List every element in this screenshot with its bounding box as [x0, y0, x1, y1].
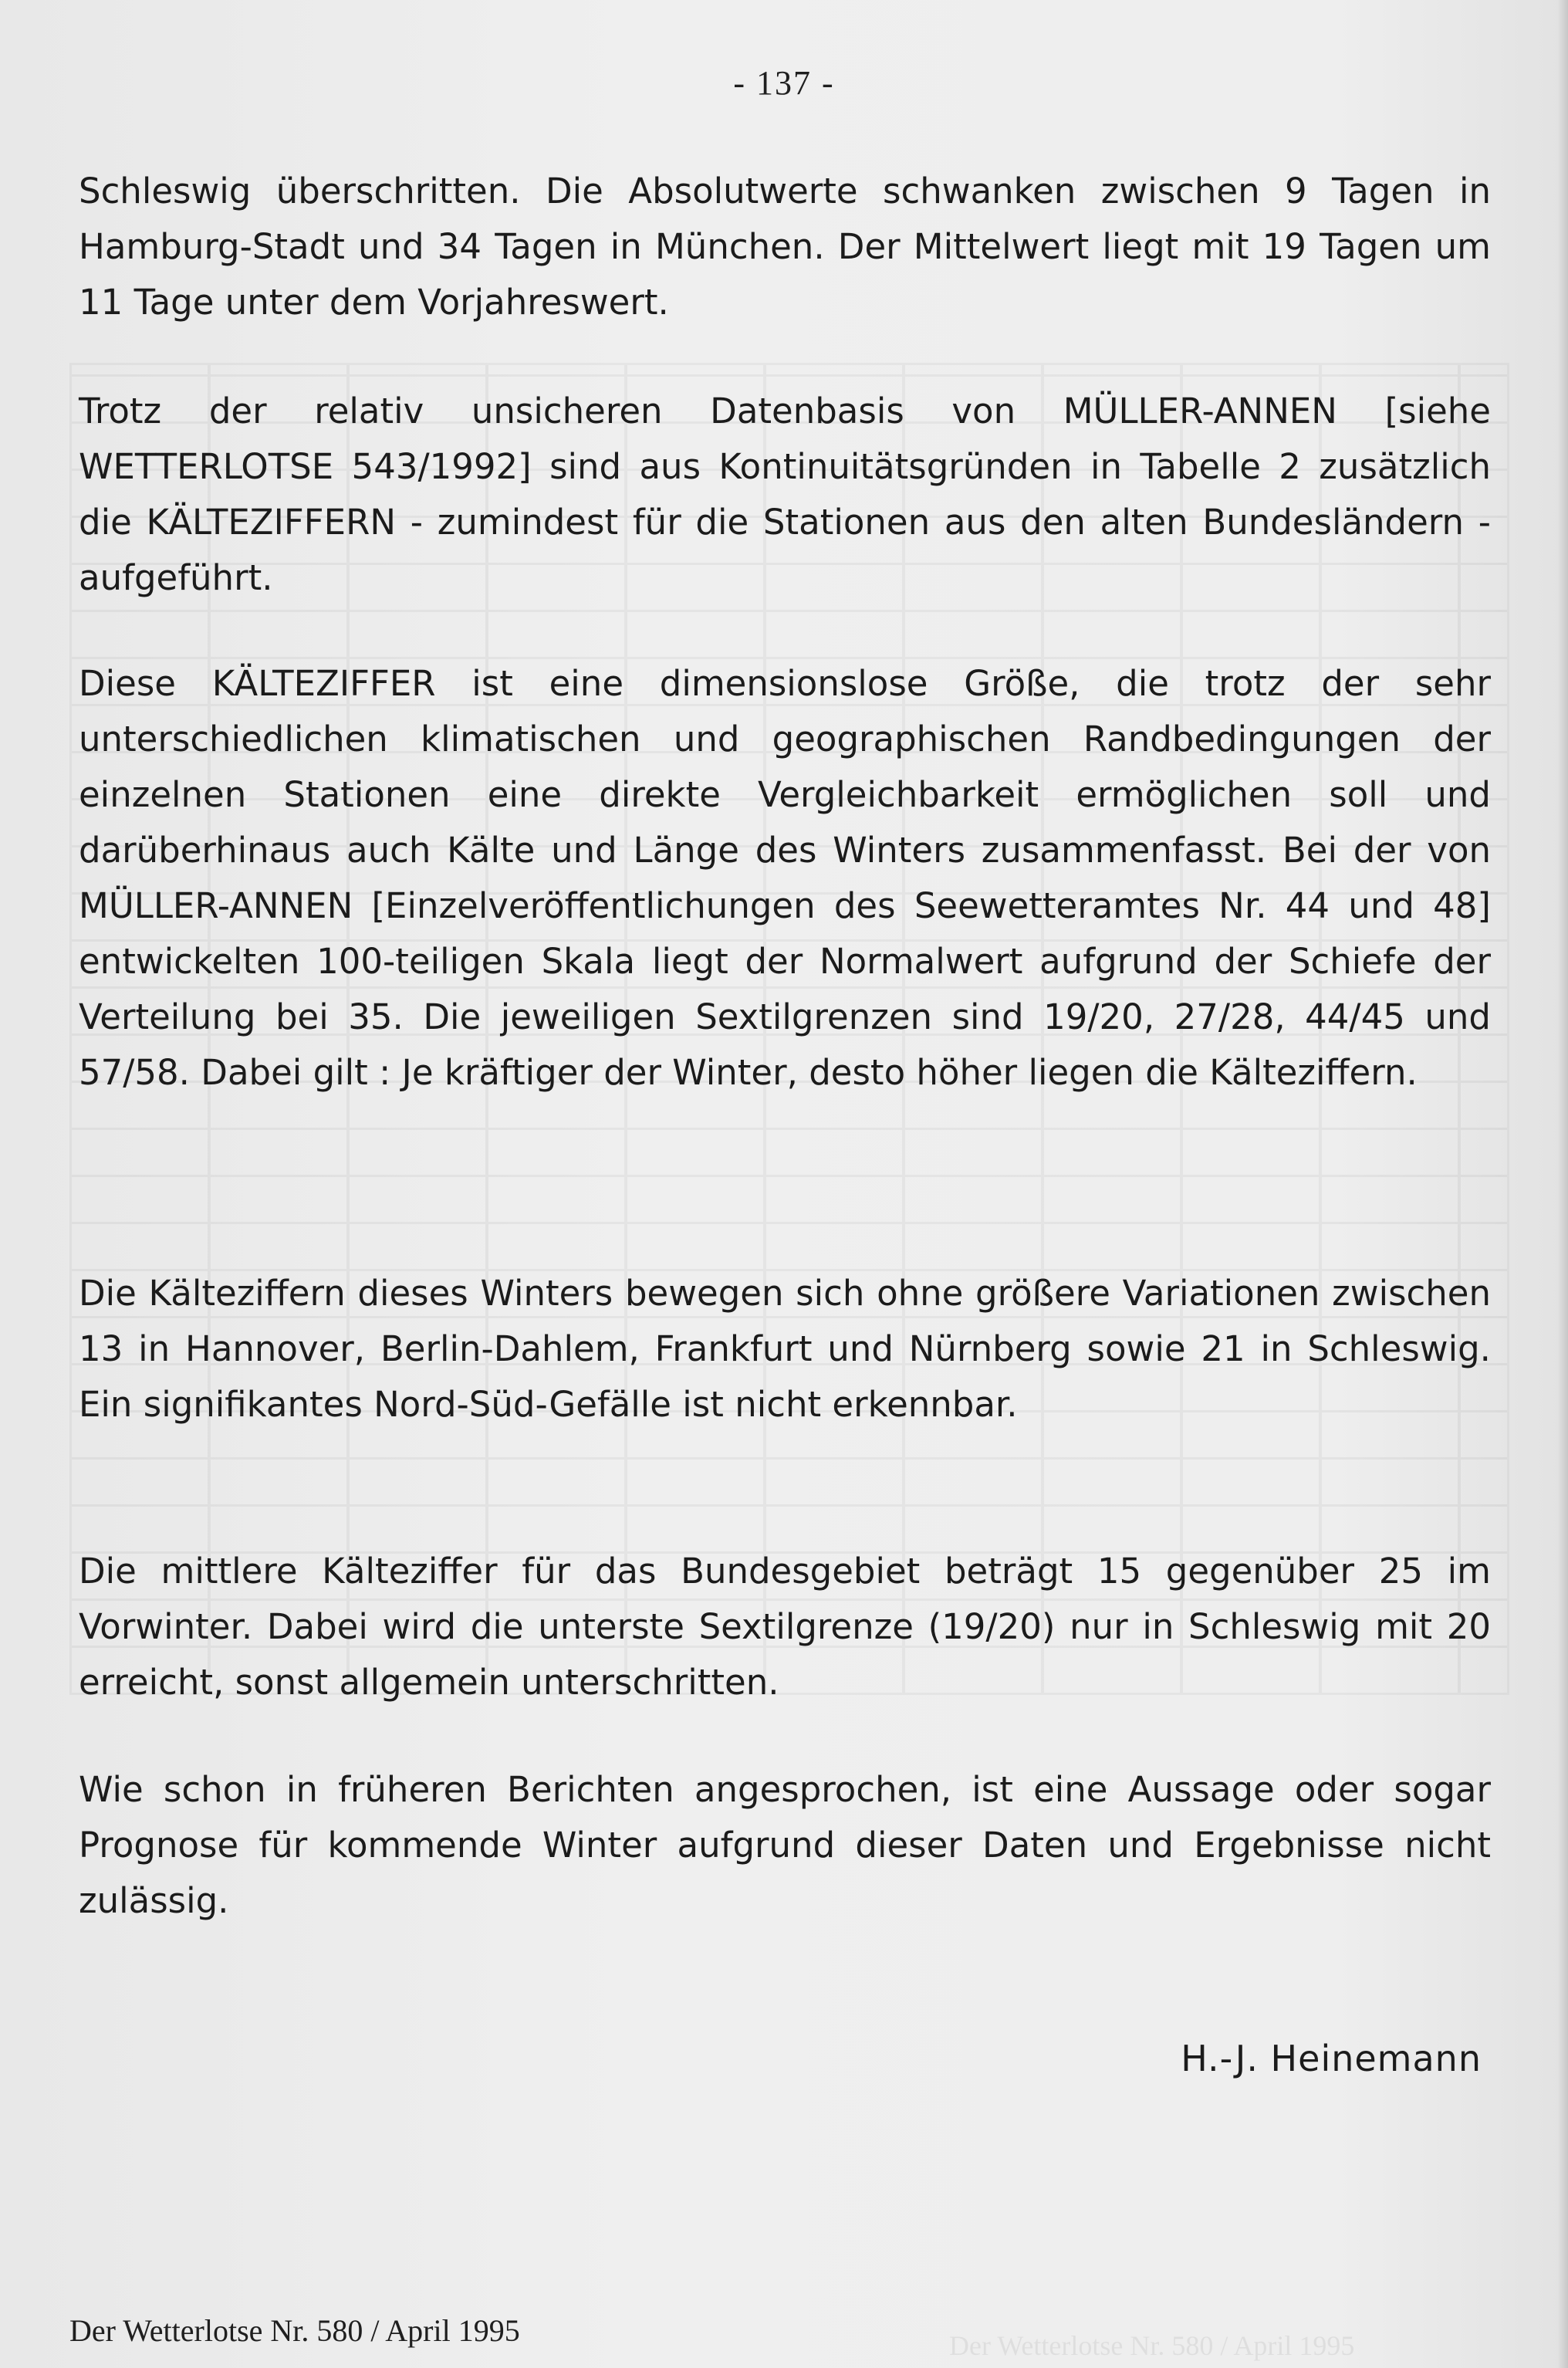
- paragraph-5: Die mittlere Kälteziffer für das Bundesgebiet beträgt 15 gegenüber 25 im Vorwinter. Dabei wird die unterste Sextilgrenze (19/20) nur in Schleswig mit 20 erreicht, sonst allgemein unterschritten.: [79, 1551, 1491, 1703]
- paragraph-1: Schleswig überschritten. Die Absolutwerte schwanken zwischen 9 Tagen in Hamburg-Stadt und 34 Tagen in München. Der Mittelwert liegt mit 19 Tagen um 11 Tage unter dem Vorjahreswert.: [79, 171, 1491, 323]
- paragraph-2: Trotz der relativ unsicheren Datenbasis von MÜLLER-ANNEN [siehe WETTERLOTSE 543/1992] sind aus Kontinuitätsgründen in Tabelle 2 zusätzlich die KÄLTEZIFFERN - zumindest für die Stationen aus den alten Bundesländern - aufgeführt.: [79, 391, 1491, 598]
- page-edge-shadow: [1557, 0, 1568, 2368]
- publication-footer: Der Wetterlotse Nr. 580 / April 1995: [69, 2313, 520, 2348]
- show-through-footer: Der Wetterlotse Nr. 580 / April 1995: [949, 2330, 1355, 2361]
- paragraph-3: Diese KÄLTEZIFFER ist eine dimensionslose Größe, die trotz der sehr unterschiedlichen klimatischen und geographischen Randbedingungen der einzelnen Stationen eine direkte Vergleichbarkeit ermöglichen soll und darüberhinaus auch Kälte und Länge des Winters zusammenfasst. Bei der von MÜLLER-ANNEN [Einzelveröffentlichungen des Seewetteramtes Nr. 44 und 48] entwickelten 100-teiligen Skala liegt der Normalwert aufgrund der Schiefe der Verteilung bei 35. Die jeweiligen Sextilgrenzen sind 19/20, 27/28, 44/45 und 57/58. Dabei gilt : Je kräftiger der Winter, desto höher liegen die Kälteziffern.: [79, 663, 1491, 1093]
- paragraph-6: Wie schon in früheren Berichten angesprochen, ist eine Aussage oder sogar Prognose für kommende Winter aufgrund dieser Daten und Ergebnisse nicht zulässig.: [79, 1769, 1491, 1921]
- author-signature: H.-J. Heinemann: [1181, 2038, 1482, 2079]
- paragraph-4: Die Kälteziffern dieses Winters bewegen sich ohne größere Variationen zwischen 13 in Hannover, Berlin-Dahlem, Frankfurt und Nürnberg sowie 21 in Schleswig. Ein signifikantes Nord-Süd-Gefälle ist nicht erkennbar.: [79, 1273, 1491, 1425]
- page-number: - 137 -: [733, 64, 835, 102]
